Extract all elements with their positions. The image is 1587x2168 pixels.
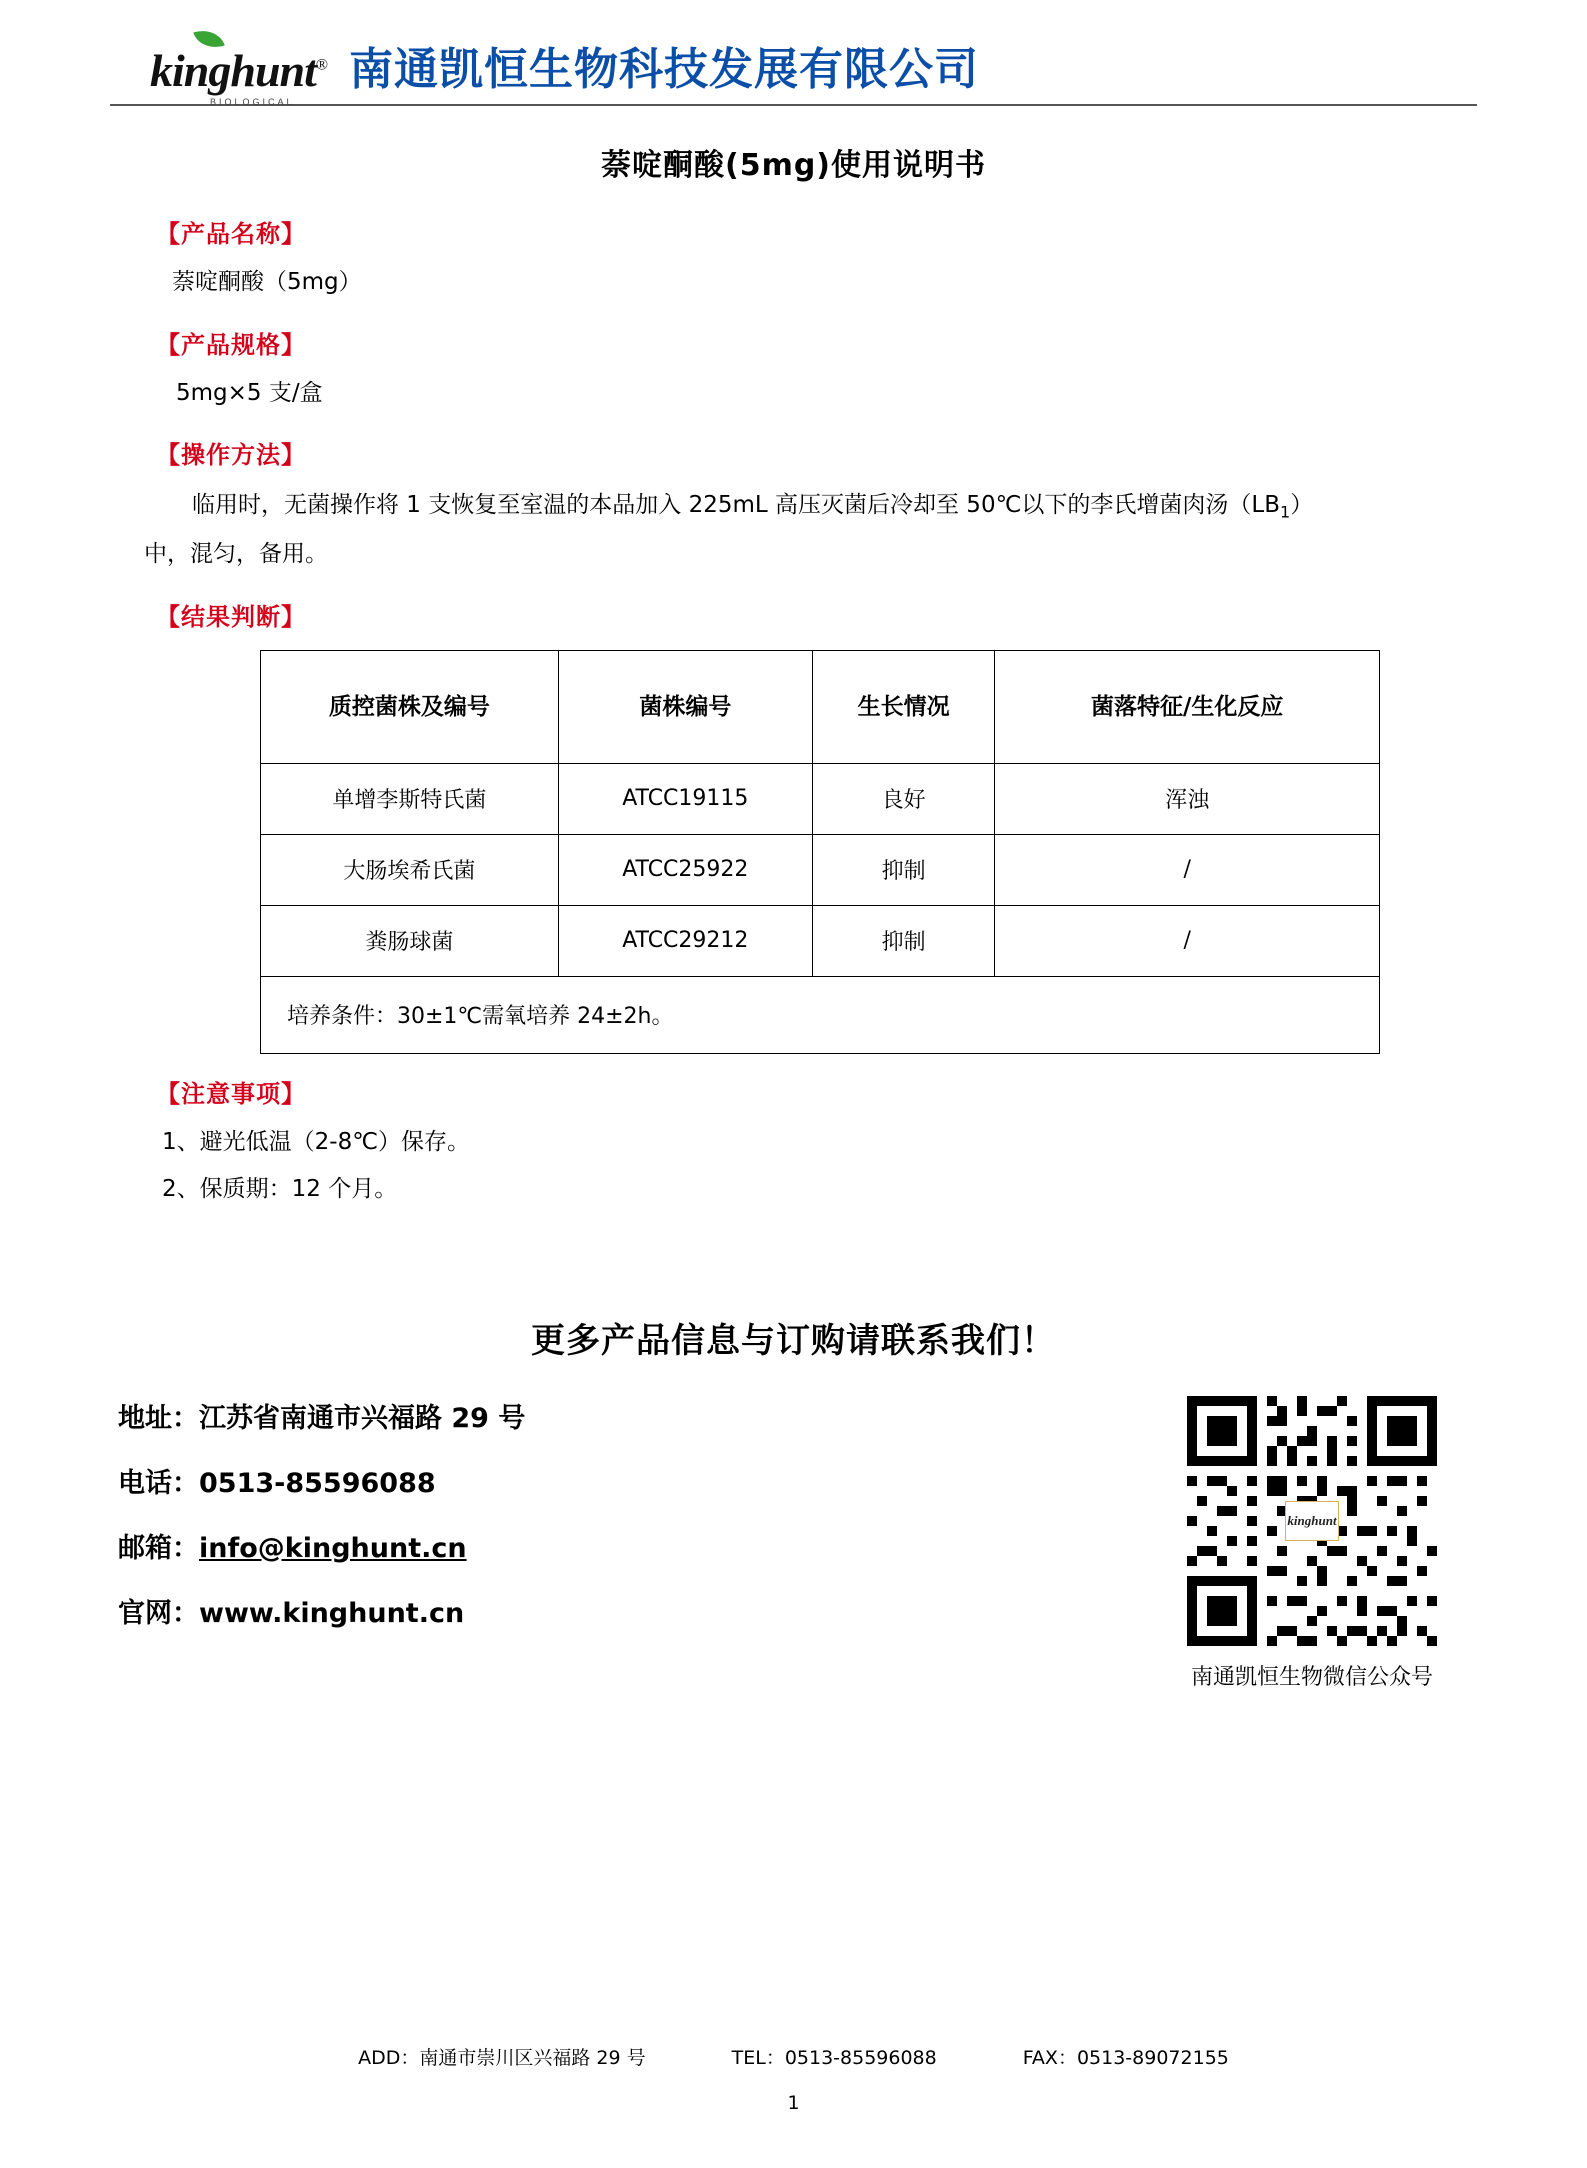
phone-label: 电话：: [118, 1467, 199, 1499]
method-subscript: 1: [1280, 502, 1291, 522]
section-heading-method: 【操作方法】: [156, 441, 306, 470]
qr-caption: 南通凯恒生物微信公众号: [1190, 1664, 1433, 1690]
footer-fax: FAX：0513-89072155: [1022, 2047, 1229, 2069]
contact-address: [118, 1396, 525, 1435]
contact-website: [118, 1591, 525, 1630]
page-number: 1: [787, 2092, 800, 2114]
page-title: 萘啶酮酸(5mg)使用说明书: [600, 148, 987, 183]
table-head: [261, 650, 1380, 763]
phone-value: 0513-85596088: [199, 1467, 436, 1499]
notice-item-2: 2、保质期：12 个月。: [162, 1175, 398, 1202]
contact-email: [118, 1526, 525, 1565]
footer-address: ADD：南通市崇川区兴福路 29 号: [358, 2047, 646, 2069]
table-row: [261, 834, 1380, 905]
email-link[interactable]: info@kinghunt.cn: [199, 1532, 467, 1564]
cell-colony-0: 浑浊: [995, 763, 1380, 834]
logo-text: kinghunt: [150, 45, 316, 96]
section-heading-notice: 【注意事项】: [156, 1079, 306, 1108]
product-name-value: 萘啶酮酸（5mg）: [172, 269, 362, 295]
method-paragraph: [110, 482, 1477, 529]
specification-value: 5mg×5 支/盒: [176, 379, 323, 406]
table-col-header-growth: 生长情况: [812, 650, 995, 763]
method-text-part2: ）: [1290, 492, 1314, 519]
cell-strain-0: 单增李斯特氏菌: [261, 763, 559, 834]
cell-strain-1: 大肠埃希氏菌: [261, 834, 559, 905]
table-footer-row: [261, 976, 1380, 1053]
website-link[interactable]: www.kinghunt.cn: [199, 1597, 465, 1629]
result-table-wrapper: [260, 650, 1477, 1054]
notice-item-1: 1、避光低温（2-8℃）保存。: [162, 1128, 471, 1155]
section-heading-result: 【结果判断】: [156, 602, 306, 631]
method-text-part1: 临用时，无菌操作将 1 支恢复至室温的本品加入 225mL 高压灭菌后冷却至 50℃以下的李氏增菌肉汤（LB: [192, 492, 1280, 519]
contact-block: [110, 1396, 1477, 1691]
table-row: [261, 905, 1380, 976]
registered-trademark-icon: ®: [315, 56, 328, 74]
result-table: [260, 650, 1380, 1054]
qr-center-logo: kinghunt: [1285, 1501, 1339, 1541]
address-value: 江苏省南通市兴福路 29 号: [199, 1402, 526, 1434]
method-paragraph-continued: 中，混匀，备用。: [144, 540, 328, 567]
website-label: 官网：: [118, 1597, 199, 1629]
address-label: 地址：: [118, 1402, 199, 1434]
culture-condition-note: 培养条件：30±1℃需氧培养 24±2h。: [261, 976, 1380, 1053]
logo-subtitle: BIOLOGICAL: [210, 97, 295, 107]
cell-strain-number-2: ATCC29212: [558, 905, 812, 976]
section-heading-product-name: 【产品名称】: [156, 220, 306, 248]
page-header: [110, 0, 1477, 106]
footer-tel: TEL：0513-85596088: [731, 2047, 937, 2069]
contact-title: 更多产品信息与订购请联系我们！: [531, 1320, 1056, 1361]
qr-area: [1187, 1396, 1437, 1691]
table-foot: [261, 976, 1380, 1053]
table-col-header-colony: 菌落特征/生化反应: [995, 650, 1380, 763]
company-name: 南通凯恒生物科技发展有限公司: [349, 44, 980, 95]
qr-code-image: [1187, 1396, 1437, 1646]
cell-growth-2: 抑制: [812, 905, 995, 976]
page-footer: [0, 2043, 1587, 2114]
cell-growth-1: 抑制: [812, 834, 995, 905]
cell-strain-number-0: ATCC19115: [558, 763, 812, 834]
section-heading-specification: 【产品规格】: [156, 330, 306, 359]
contact-lines: [118, 1396, 525, 1656]
logo-wordmark: [150, 45, 328, 107]
table-col-header-strain-number: 菌株编号: [558, 650, 812, 763]
cell-colony-2: /: [995, 905, 1380, 976]
table-row: [261, 763, 1380, 834]
cell-strain-2: 粪肠球菌: [261, 905, 559, 976]
table-body: [261, 763, 1380, 976]
cell-strain-number-1: ATCC25922: [558, 834, 812, 905]
contact-phone: [118, 1461, 525, 1500]
company-logo: [150, 45, 328, 107]
table-col-header-strain: 质控菌株及编号: [261, 650, 559, 763]
email-label: 邮箱：: [118, 1532, 199, 1564]
cell-colony-1: /: [995, 834, 1380, 905]
table-header-row: [261, 650, 1380, 763]
cell-growth-0: 良好: [812, 763, 995, 834]
footer-contact-row: [0, 2043, 1587, 2070]
